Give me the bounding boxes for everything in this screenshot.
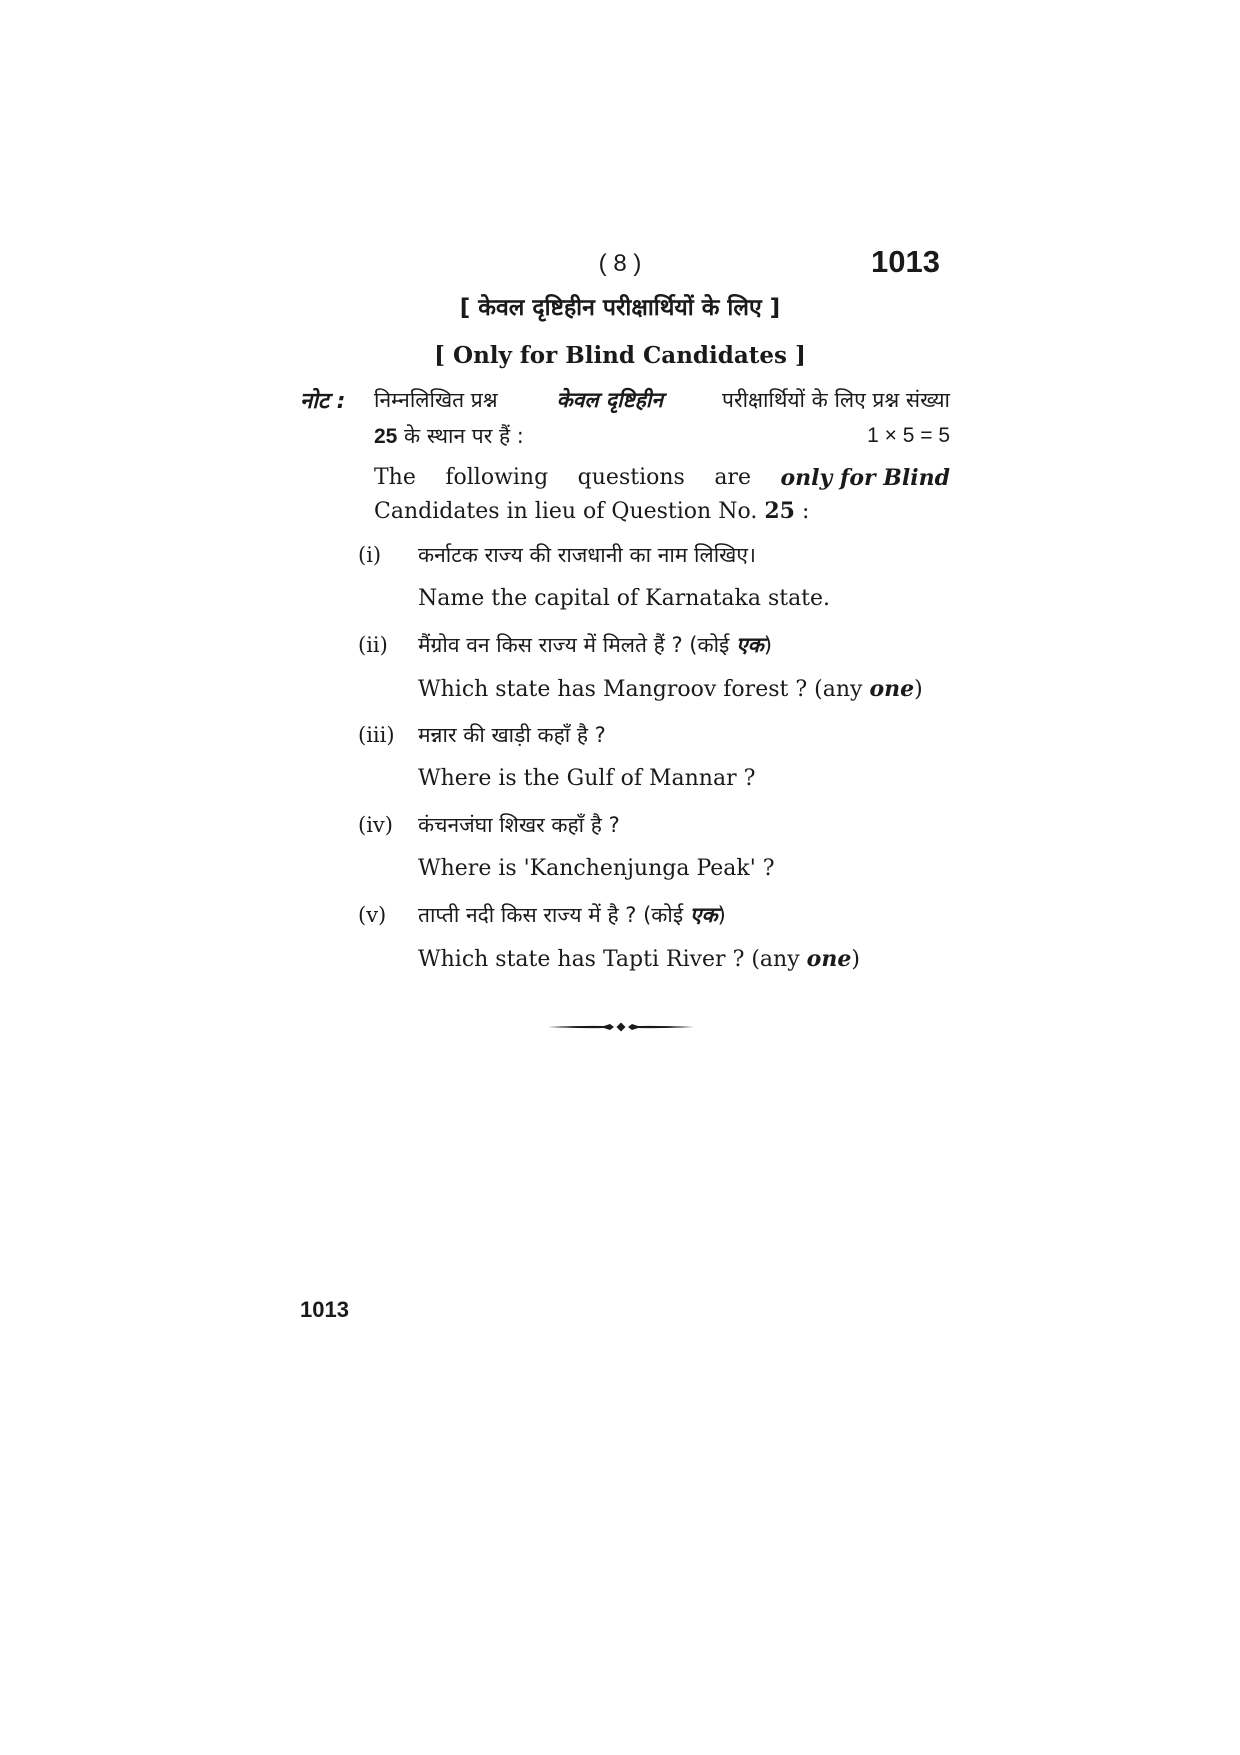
page-number: ( 8 ) xyxy=(598,250,642,277)
question-v-english-bold: one xyxy=(806,946,852,972)
english-heading: [ Only for Blind Candidates ] xyxy=(434,342,806,369)
note-english-word: The xyxy=(374,465,416,490)
question-v-hindi-text: ताप्ती नदी किस राज्य में है ? (कोई xyxy=(418,903,684,927)
note-label: नोट : xyxy=(300,389,346,414)
question-v-english xyxy=(418,946,860,972)
note-hindi-line-2-text: के स्थान पर हैं : xyxy=(404,424,524,448)
note-english-word: following xyxy=(445,465,549,490)
question-ii-english-close: ) xyxy=(914,677,923,702)
question-iv-english: Where is 'Kanchenjunga Peak' ? xyxy=(418,856,775,881)
question-ii-hindi-text: मैंग्रोव वन किस राज्य में मिलते हैं ? (कोई xyxy=(418,633,730,657)
note-hindi-question-number: 25 xyxy=(374,425,398,448)
hindi-heading: [ केवल दृष्टिहीन परीक्षार्थियों के लिए ] xyxy=(459,295,781,321)
question-v-english-close: ) xyxy=(851,947,860,972)
note-english-line-2 xyxy=(374,498,809,524)
note-english-bold: only for Blind xyxy=(780,465,950,491)
question-i-hindi: कर्नाटक राज्य की राजधानी का नाम लिखिए। xyxy=(418,543,756,567)
note-english-question-number: 25 xyxy=(764,498,795,524)
question-v-hindi-close: ) xyxy=(717,903,726,927)
question-number-i: (i) xyxy=(358,543,382,567)
note-hindi-bold: केवल दृष्टिहीन xyxy=(556,388,664,412)
note-english-line-1 xyxy=(374,465,950,491)
question-v-hindi xyxy=(418,901,726,929)
question-ii-english-text: Which state has Mangroov forest ? (any xyxy=(418,677,863,702)
note-hindi-pre: निम्नलिखित प्रश्न xyxy=(374,388,498,412)
question-number-iv: (iv) xyxy=(358,813,393,837)
question-v-hindi-bold: एक xyxy=(689,903,718,927)
question-v-english-text: Which state has Tapti River ? (any xyxy=(418,947,800,972)
question-ii-hindi xyxy=(418,631,772,659)
question-ii-hindi-bold: एक xyxy=(736,633,764,657)
question-iii-english: Where is the Gulf of Mannar ? xyxy=(418,766,756,791)
note-english-colon: : xyxy=(801,499,810,524)
note-hindi-line-2 xyxy=(374,422,524,450)
note-english-line-2-text: Candidates in lieu of Question No. xyxy=(374,499,758,524)
paper-code-bottom: 1013 xyxy=(300,1297,349,1322)
paper-code-top: 1013 xyxy=(871,244,940,279)
note-hindi-line-1 xyxy=(374,386,950,414)
note-hindi-post: परीक्षार्थियों के लिए प्रश्न संख्या xyxy=(722,388,950,412)
question-number-iii: (iii) xyxy=(358,723,395,747)
question-iv-hindi: कंचनजंघा शिखर कहाँ है ? xyxy=(418,813,620,837)
marks-allocation: 1 × 5 = 5 xyxy=(867,424,950,447)
note-english-word: questions xyxy=(577,465,685,490)
note-english-word: are xyxy=(714,465,751,490)
question-i-english: Name the capital of Karnataka state. xyxy=(418,586,831,611)
end-ornament-icon xyxy=(548,1020,694,1034)
question-number-ii: (ii) xyxy=(358,633,388,657)
question-ii-english-bold: one xyxy=(869,676,915,702)
question-ii-hindi-close: ) xyxy=(763,633,773,657)
question-number-v: (v) xyxy=(358,903,387,927)
question-ii-english xyxy=(418,676,923,702)
question-iii-hindi: मन्नार की खाड़ी कहाँ है ? xyxy=(418,723,606,747)
